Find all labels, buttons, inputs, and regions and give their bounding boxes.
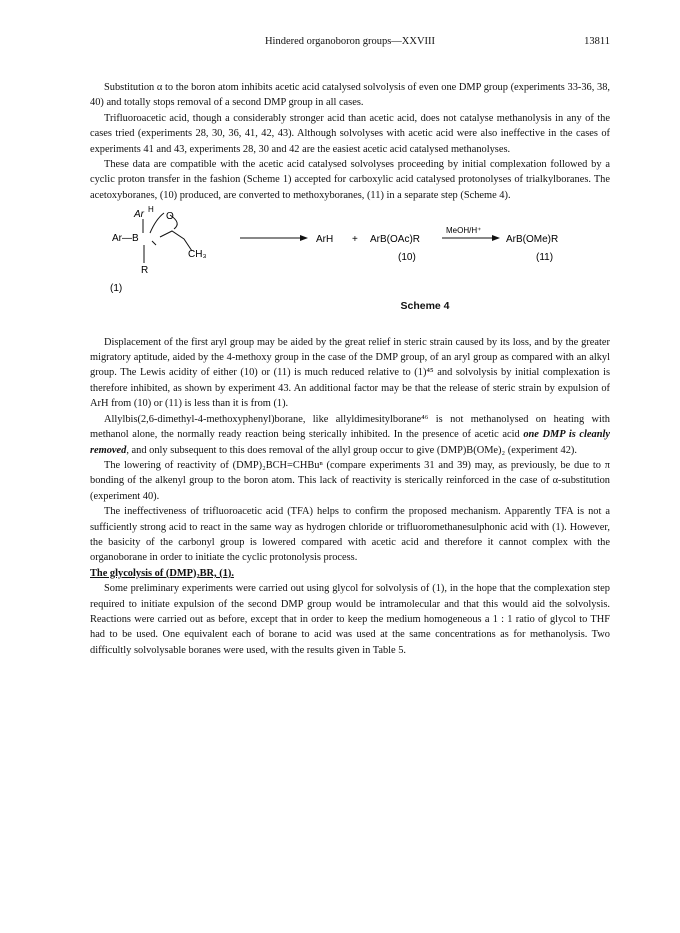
compound-1-label: (1) (110, 283, 123, 295)
curved-arrow (150, 213, 164, 233)
section-heading: The glycolysis of (DMP)₂BR, (1). (90, 567, 234, 579)
paragraph-2: Trifluoroacetic acid, though a considerably stronger acid than acetic acid, does not catalyse methanolysis in any of the cases tried (experiments 28, 30, 36, 41, 42, 43). Although solvolyses with acetic acid were also ineffective in the cases of experiments 41 and 43, experiments 28, 30 and 42 are the easiest acetic acid catalysed methanolyses. (90, 112, 610, 155)
scheme-o-label: O (166, 211, 174, 223)
scheme-caption: Scheme 4 (400, 300, 450, 313)
scheme-r: R (141, 265, 149, 277)
product-arh: ArH (316, 234, 334, 246)
bond-b-o (152, 241, 156, 245)
scheme-4-svg (90, 205, 610, 295)
paragraph-4: Displacement of the first aryl group may be aided by the great relief in steric strain caused by its loss, and by the greater migratory aptitude, aided by the 4-methoxy group in the case of the DMP group, of an aryl group as compared with an alkyl group. The Lewis acidity of either (10) or (11) is much reduced relative to (1)⁴⁵ and solvolysis by initial complexation is therefore inhibited, as shown by experiment 43. An additional factor may be that the release of steric strain by expulsion of ArH from (10) or (11) is less than it is from (1). (90, 336, 610, 410)
paragraph-5-emphasis: one DMP is cleanly removed (90, 429, 610, 456)
scheme-h-label: H (148, 205, 154, 215)
product-11: ArB(OMe)R (506, 234, 559, 246)
paragraph-5 (90, 412, 610, 458)
conditions: MeOH/H⁺ (446, 226, 482, 236)
paragraph-7: The ineffectiveness of trifluoroacetic acid (TFA) helps to confirm the proposed mechanism. Apparently TFA is not a sufficiently strong acid to react in the same way as hydrogen chloride or trifluoromethanesulphonic acid with (1). However, the basicity of the carbonyl group is lowered compared with acetic acid and therefore it cannot complex with the organoborane in order to initiate the cyclic protonolysis process. (90, 506, 610, 564)
running-title: Hindered organoboron groups—XXVIII (264, 36, 436, 47)
paragraph-8: Some preliminary experiments were carried out using glycol for solvolysis of (1), in the hope that the complexation step required to initiate expulsion of the second DMP group would be intramolecular and that this would aid the solvolysis. Reactions were carried out as before, except that in order to keep the medium homogeneous a 1 : 1 ratio of glycol to THF had to be used. One equivalent each of borane to acid was used at the same concentrations as for methanolysis. Two difficultly solvolysable boranes were used, with the results given in Table 5. (90, 583, 610, 656)
bond-acetate (160, 231, 192, 251)
scheme-4-diagram (90, 205, 610, 295)
plus-sign: + (352, 234, 358, 246)
scheme-ar-top: Ar (134, 209, 144, 221)
scheme-ar-b: Ar—B (112, 233, 139, 245)
paragraph-6: The lowering of reactivity of (DMP)₂BCH=CHBuⁿ (compare experiments 31 and 39) may, as previously, be due to π bonding of the alkenyl group to the boron atom. This lack of reactivity is sterically reinforced in the case of α-substitution (experiment 40). (90, 459, 610, 502)
paragraph-3: These data are compatible with the acetic acid catalysed solvolyses proceeding by initial complexation followed by a cyclic proton transfer in the fashion (Scheme 1) accepted for carboxylic acid catalysed protonolyses of trialkylboranes. The acetoxyboranes, (10) produced, are converted to methoxyboranes, (11) in a separate step (Scheme 4). (90, 159, 610, 201)
scheme-ch3: CH₃ (188, 249, 207, 261)
paragraph-5-a: Allylbis(2,6-dimethyl-4-methoxyphenyl)borane, like allyldimesitylborane⁴⁶ is not methanolysed on heating with methanol alone, the normally ready reaction being sterically inhibited. In the presence of acetic acid (90, 413, 610, 441)
article-body (90, 80, 610, 658)
label-10: (10) (398, 252, 416, 264)
reaction-arrowhead (300, 235, 308, 241)
label-11: (11) (536, 252, 554, 264)
page-number: 13811 (584, 36, 610, 47)
paragraph-5-c: , and only subsequent to this does removal of the allyl group occur to give (DMP)B(OMe)₂ (experiment 42). (126, 444, 577, 456)
product-10: ArB(OAc)R (370, 234, 420, 246)
paragraph-1: Substitution α to the boron atom inhibits acetic acid catalysed solvolysis of even one DMP group (experiments 33-36, 38, 40) and totally stops removal of a second DMP group in all cases. (90, 82, 610, 109)
methanolysis-arrowhead (492, 235, 500, 241)
